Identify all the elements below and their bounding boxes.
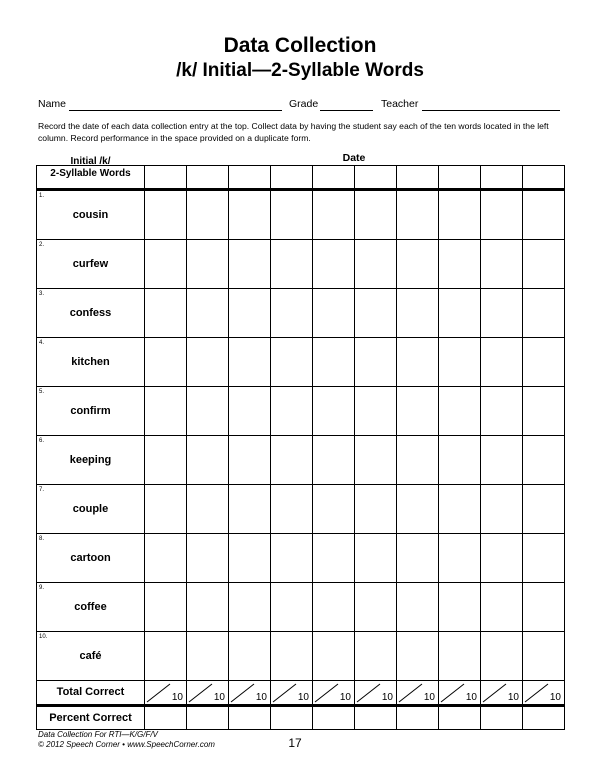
table-row [37, 289, 565, 338]
percent-correct-date-cell[interactable] [145, 706, 187, 730]
date-entry-date-cell[interactable] [355, 166, 397, 190]
percent-correct-date-cell[interactable] [229, 706, 271, 730]
response-date-cell[interactable] [145, 190, 187, 240]
response-date-cell[interactable] [481, 387, 523, 436]
response-date-cell[interactable] [229, 240, 271, 289]
page-number: 17 [288, 736, 302, 750]
response-date-cell[interactable] [271, 240, 313, 289]
percent-correct-row [37, 706, 565, 730]
response-date-cell[interactable] [313, 289, 355, 338]
response-date-cell[interactable] [439, 190, 481, 240]
response-date-cell[interactable] [481, 436, 523, 485]
response-date-cell[interactable] [523, 485, 565, 534]
response-date-cell[interactable] [355, 632, 397, 681]
response-date-cell[interactable] [313, 338, 355, 387]
target-word: confess [69, 307, 112, 319]
response-date-cell[interactable] [313, 436, 355, 485]
total-correct-cell[interactable] [523, 681, 565, 706]
word-cell [37, 534, 145, 583]
response-date-cell[interactable] [229, 190, 271, 240]
table-row [37, 387, 565, 436]
response-date-cell[interactable] [481, 583, 523, 632]
total-correct-cell[interactable] [145, 681, 187, 706]
response-date-cell[interactable] [313, 632, 355, 681]
response-date-cell[interactable] [187, 534, 229, 583]
target-word: curfew [72, 258, 109, 270]
word-number: 10. [39, 634, 48, 640]
response-date-cell[interactable] [145, 240, 187, 289]
response-date-cell[interactable] [229, 485, 271, 534]
page-subtitle: /k/ Initial—2-Syllable Words [176, 60, 424, 81]
word-number: 5. [39, 389, 45, 395]
total-correct-cell[interactable] [187, 681, 229, 706]
name-field[interactable] [69, 110, 282, 111]
response-date-cell[interactable] [229, 583, 271, 632]
word-number: 2. [39, 242, 45, 248]
word-number: 6. [39, 438, 45, 444]
response-date-cell[interactable] [355, 485, 397, 534]
response-date-cell[interactable] [355, 190, 397, 240]
response-date-cell[interactable] [439, 387, 481, 436]
response-date-cell[interactable] [313, 190, 355, 240]
response-date-cell[interactable] [439, 240, 481, 289]
response-date-cell[interactable] [145, 338, 187, 387]
response-date-cell[interactable] [271, 583, 313, 632]
response-date-cell[interactable] [523, 534, 565, 583]
target-word: cartoon [70, 552, 111, 564]
response-date-cell[interactable] [397, 338, 439, 387]
target-word: kitchen [71, 356, 110, 368]
total-correct-cell[interactable] [439, 681, 481, 706]
response-date-cell[interactable] [145, 485, 187, 534]
table-row [37, 485, 565, 534]
table-row [37, 632, 565, 681]
target-word: coffee [74, 601, 107, 613]
student-info-fields [38, 98, 560, 112]
footer-line-1: Data Collection For RTI—K/G/F/V [38, 730, 158, 739]
response-date-cell[interactable] [355, 289, 397, 338]
response-date-cell[interactable] [523, 289, 565, 338]
grade-label: Grade [289, 98, 319, 110]
grade-field[interactable] [320, 110, 373, 111]
date-header: Date [342, 152, 366, 164]
response-date-cell[interactable] [481, 289, 523, 338]
instructions: Record the date of each data collection entry at the top. Collect data by having the student say each of the ten words located in the left column. Record performance in the space provided on a duplicate form. [38, 121, 549, 143]
response-date-cell[interactable] [481, 190, 523, 240]
response-date-cell[interactable] [481, 485, 523, 534]
response-date-cell[interactable] [439, 632, 481, 681]
response-date-cell[interactable] [523, 387, 565, 436]
response-date-cell[interactable] [355, 338, 397, 387]
table-header-row [37, 166, 565, 190]
response-date-cell[interactable] [523, 632, 565, 681]
response-date-cell[interactable] [229, 534, 271, 583]
response-date-cell[interactable] [229, 289, 271, 338]
response-date-cell[interactable] [271, 387, 313, 436]
total-correct-label: Total Correct [56, 686, 125, 698]
response-date-cell[interactable] [229, 338, 271, 387]
total-denominator: 10 [507, 692, 519, 703]
table-row [37, 190, 565, 240]
total-denominator: 10 [465, 692, 477, 703]
response-date-cell[interactable] [523, 338, 565, 387]
total-denominator: 10 [381, 692, 393, 703]
response-date-cell[interactable] [355, 583, 397, 632]
percent-correct-date-cell[interactable] [313, 706, 355, 730]
date-entry-date-cell[interactable] [187, 166, 229, 190]
word-cell [37, 387, 145, 436]
response-date-cell[interactable] [397, 289, 439, 338]
response-date-cell[interactable] [313, 534, 355, 583]
total-denominator: 10 [423, 692, 435, 703]
total-denominator: 10 [549, 692, 561, 703]
response-date-cell[interactable] [187, 436, 229, 485]
response-date-cell[interactable] [397, 485, 439, 534]
target-word: café [79, 650, 102, 662]
percent-correct-date-cell[interactable] [397, 706, 439, 730]
percent-correct-label-cell [37, 706, 145, 730]
response-date-cell[interactable] [313, 387, 355, 436]
footer-copyright: © 2012 Speech Corner • www.SpeechCorner.com [38, 740, 215, 749]
word-cell [37, 338, 145, 387]
total-correct-cell[interactable] [397, 681, 439, 706]
response-date-cell[interactable] [145, 436, 187, 485]
total-denominator: 10 [213, 692, 225, 703]
target-word: cousin [72, 209, 109, 221]
response-date-cell[interactable] [397, 190, 439, 240]
word-cell [37, 436, 145, 485]
word-number: 8. [39, 536, 45, 542]
response-date-cell[interactable] [313, 583, 355, 632]
response-date-cell[interactable] [145, 387, 187, 436]
word-cell [37, 632, 145, 681]
date-entry-date-cell[interactable] [313, 166, 355, 190]
response-date-cell[interactable] [523, 583, 565, 632]
response-date-cell[interactable] [187, 289, 229, 338]
word-column-header-label [37, 156, 144, 180]
table-row [37, 240, 565, 289]
target-word: keeping [69, 454, 112, 466]
word-number: 3. [39, 291, 45, 297]
response-date-cell[interactable] [313, 485, 355, 534]
response-date-cell[interactable] [439, 534, 481, 583]
response-date-cell[interactable] [187, 387, 229, 436]
page-title: Data Collection [223, 34, 377, 57]
response-date-cell[interactable] [439, 485, 481, 534]
date-entry-date-cell[interactable] [145, 166, 187, 190]
word-number: 9. [39, 585, 45, 591]
date-entry-date-cell[interactable] [271, 166, 313, 190]
response-date-cell[interactable] [439, 289, 481, 338]
table-row [37, 338, 565, 387]
response-date-cell[interactable] [145, 289, 187, 338]
header-line-1: Initial /k/ [70, 156, 111, 167]
percent-correct-date-cell[interactable] [187, 706, 229, 730]
response-date-cell[interactable] [439, 583, 481, 632]
teacher-field[interactable] [422, 110, 560, 111]
target-word: couple [72, 503, 109, 515]
response-date-cell[interactable] [229, 387, 271, 436]
word-number: 4. [39, 340, 45, 346]
response-date-cell[interactable] [145, 534, 187, 583]
response-date-cell[interactable] [271, 289, 313, 338]
date-entry-date-cell[interactable] [523, 166, 565, 190]
response-date-cell[interactable] [187, 583, 229, 632]
response-date-cell[interactable] [271, 338, 313, 387]
response-date-cell[interactable] [481, 632, 523, 681]
percent-correct-date-cell[interactable] [523, 706, 565, 730]
percent-correct-date-cell[interactable] [439, 706, 481, 730]
total-correct-cell[interactable] [481, 681, 523, 706]
word-cell [37, 190, 145, 240]
response-date-cell[interactable] [439, 436, 481, 485]
percent-correct-date-cell[interactable] [271, 706, 313, 730]
word-cell [37, 583, 145, 632]
date-entry-date-cell[interactable] [397, 166, 439, 190]
percent-correct-date-cell[interactable] [481, 706, 523, 730]
response-date-cell[interactable] [523, 240, 565, 289]
name-label: Name [38, 98, 67, 110]
response-date-cell[interactable] [271, 436, 313, 485]
response-date-cell[interactable] [187, 485, 229, 534]
response-date-cell[interactable] [187, 190, 229, 240]
total-denominator: 10 [297, 692, 309, 703]
response-date-cell[interactable] [397, 534, 439, 583]
response-date-cell[interactable] [523, 436, 565, 485]
response-date-cell[interactable] [481, 240, 523, 289]
response-date-cell[interactable] [397, 387, 439, 436]
percent-correct-date-cell[interactable] [355, 706, 397, 730]
response-date-cell[interactable] [271, 485, 313, 534]
response-date-cell[interactable] [397, 632, 439, 681]
date-entry-date-cell[interactable] [229, 166, 271, 190]
total-correct-row [37, 681, 565, 706]
total-correct-label-cell [37, 681, 145, 706]
date-entry-date-cell[interactable] [439, 166, 481, 190]
response-date-cell[interactable] [229, 436, 271, 485]
response-date-cell[interactable] [397, 583, 439, 632]
response-date-cell[interactable] [271, 632, 313, 681]
response-date-cell[interactable] [397, 240, 439, 289]
response-date-cell[interactable] [439, 338, 481, 387]
response-date-cell[interactable] [187, 240, 229, 289]
response-date-cell[interactable] [355, 436, 397, 485]
response-date-cell[interactable] [145, 632, 187, 681]
word-cell [37, 289, 145, 338]
word-number: 1. [39, 193, 45, 199]
total-correct-cell[interactable] [355, 681, 397, 706]
table-row [37, 534, 565, 583]
response-date-cell[interactable] [355, 534, 397, 583]
table-row [37, 583, 565, 632]
response-date-cell[interactable] [145, 583, 187, 632]
target-word: confirm [70, 405, 111, 417]
response-date-cell[interactable] [271, 190, 313, 240]
response-date-cell[interactable] [355, 240, 397, 289]
response-date-cell[interactable] [229, 632, 271, 681]
response-date-cell[interactable] [187, 632, 229, 681]
teacher-label: Teacher [381, 98, 419, 110]
table-row [37, 436, 565, 485]
word-cell [37, 240, 145, 289]
total-denominator: 10 [255, 692, 267, 703]
response-date-cell[interactable] [271, 534, 313, 583]
total-correct-cell[interactable] [271, 681, 313, 706]
response-date-cell[interactable] [313, 240, 355, 289]
header-line-2: 2-Syllable Words [50, 168, 131, 179]
total-correct-cell[interactable] [313, 681, 355, 706]
word-cell [37, 485, 145, 534]
response-date-cell[interactable] [481, 534, 523, 583]
date-entry-date-cell[interactable] [481, 166, 523, 190]
total-denominator: 10 [171, 692, 183, 703]
response-date-cell[interactable] [481, 338, 523, 387]
word-column-header [37, 156, 145, 190]
response-date-cell[interactable] [355, 387, 397, 436]
percent-correct-label: Percent Correct [49, 712, 132, 724]
response-date-cell[interactable] [187, 338, 229, 387]
response-date-cell[interactable] [523, 190, 565, 240]
total-denominator: 10 [339, 692, 351, 703]
response-date-cell[interactable] [397, 436, 439, 485]
total-correct-cell[interactable] [229, 681, 271, 706]
word-number: 7. [39, 487, 45, 493]
